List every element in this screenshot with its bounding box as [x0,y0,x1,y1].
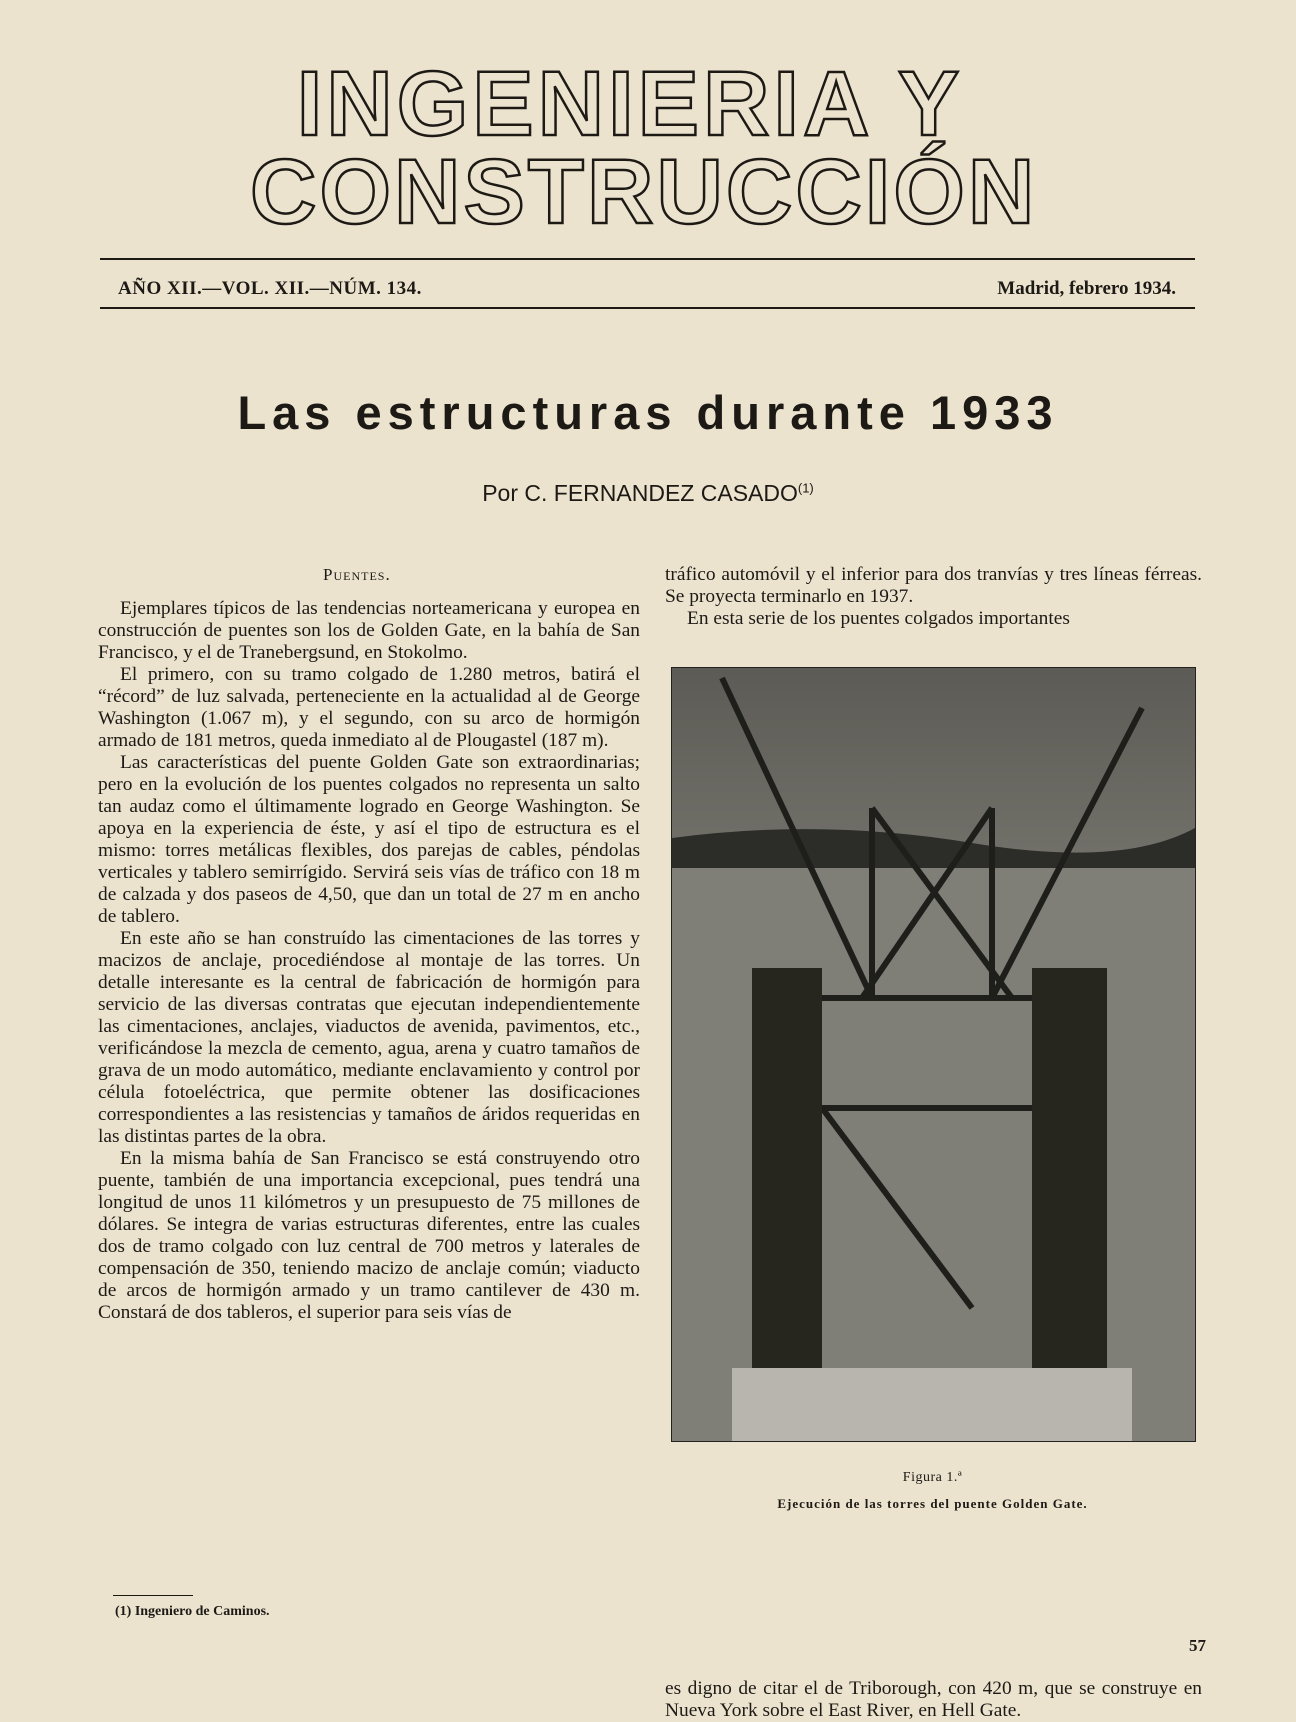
paragraph: En la misma bahía de San Francisco se está construyendo otro puente, también de una importancia excepcional, pues tendrá una longitud de unos 11 kilómetros y un presupuesto de 75 millones de dólares. Se integra de varias estructuras diferentes, entre las cuales dos de tramo colgado con luz central de 700 metros y laterales de compensación de 350, teniendo macizo de anclaje común; viaducto de arcos de hormigón armado y un tramo cantilever de 430 m. Constará de dos tableros, el superior para seis vías de [98,1148,640,1323]
figure-label: Figura 1.ª [902,1470,963,1485]
byline-text: Por C. FERNANDEZ CASADO [482,480,798,506]
figure-caption: Ejecución de las torres del puente Golden Gate. [777,1496,1088,1511]
masthead-line-2: CONSTRUCCIÓN [250,141,1038,243]
masthead-logo [250,53,1038,243]
byline-footnote-ref: (1) [797,480,814,496]
masthead-line-1: INGENIERIA Y [296,53,964,155]
paragraph: El primero, con su tramo colgado de 1.280 metros, batirá el “récord” de luz salvada, perteneciente en la actualidad al de George Washington (1.067 m), y el segundo, con su arco de hormigón armado de 181 metros, queda inmediato al de Plougastel (187 m). [98,664,640,751]
paragraph: es digno de citar el de Triborough, con 420 m, que se construye en Nueva York sobre el East River, en Hell Gate. [665,1678,1202,1721]
article-title: Las estructuras durante 1933 [237,386,1059,439]
issue-date: Madrid, febrero 1934. [997,278,1176,299]
column-left [98,598,640,1324]
paragraph: Ejemplares típicos de las tendencias norteamericana y europea en construcción de puentes son los de Golden Gate, en la bahía de San Francisco, y el de Tranebergsund, en Stokolmo. [98,598,640,663]
photo-illustration [672,668,1195,1441]
paragraph: En esta serie de los puentes colgados importantes [687,608,1070,629]
header-rule-top [100,258,1195,260]
column-right-bottom [665,1678,1202,1722]
footnote-rule [113,1595,193,1596]
page-number: 57 [1189,1636,1206,1655]
issue-info: AÑO XII.—VOL. XII.—NÚM. 134. [118,278,422,299]
section-heading: Puentes. [323,565,391,584]
header-rule-bottom [100,307,1195,309]
column-right-top [665,564,1202,630]
footnote: (1) Ingeniero de Caminos. [115,1604,270,1619]
paragraph: En este año se han construído las cimentaciones de las torres y macizos de anclaje, procediéndose al montaje de las torres. Un detalle interesante es la central de fabricación de hormigón para servicio de las diversas contratas que ejecutan independientemente las cimentaciones, anclajes, viaductos de avenida, pavimentos, etc., verificándose la mezcla de cemento, agua, arena y cuatro tamaños de grava de un modo automático, mediante enclavamiento y control por célula fotoeléctrica, que permite obtener las dosificaciones correspondientes a las resistencias y tamaños de áridos requeridas en las distintas partes de la obra. [98,928,640,1147]
byline [0,480,1296,507]
bridge-tower-photo [671,667,1196,1442]
paragraph: Las características del puente Golden Gate son extraordinarias; pero en la evolución de los puentes colgados no representa un salto tan audaz como el últimamente logrado en George Washington. Se apoya en la experiencia de éste, y así el tipo de estructura es el mismo: torres metálicas flexibles, dos parejas de cables, péndolas verticales y tablero semirrígido. Servirá seis vías de tráfico con 18 m de calzada y dos paseos de 4,50, que dan un total de 27 m en ancho de tablero. [98,752,640,927]
paragraph: tráfico automóvil y el inferior para dos tranvías y tres líneas férreas. Se proyecta terminarlo en 1937. [665,564,1202,607]
